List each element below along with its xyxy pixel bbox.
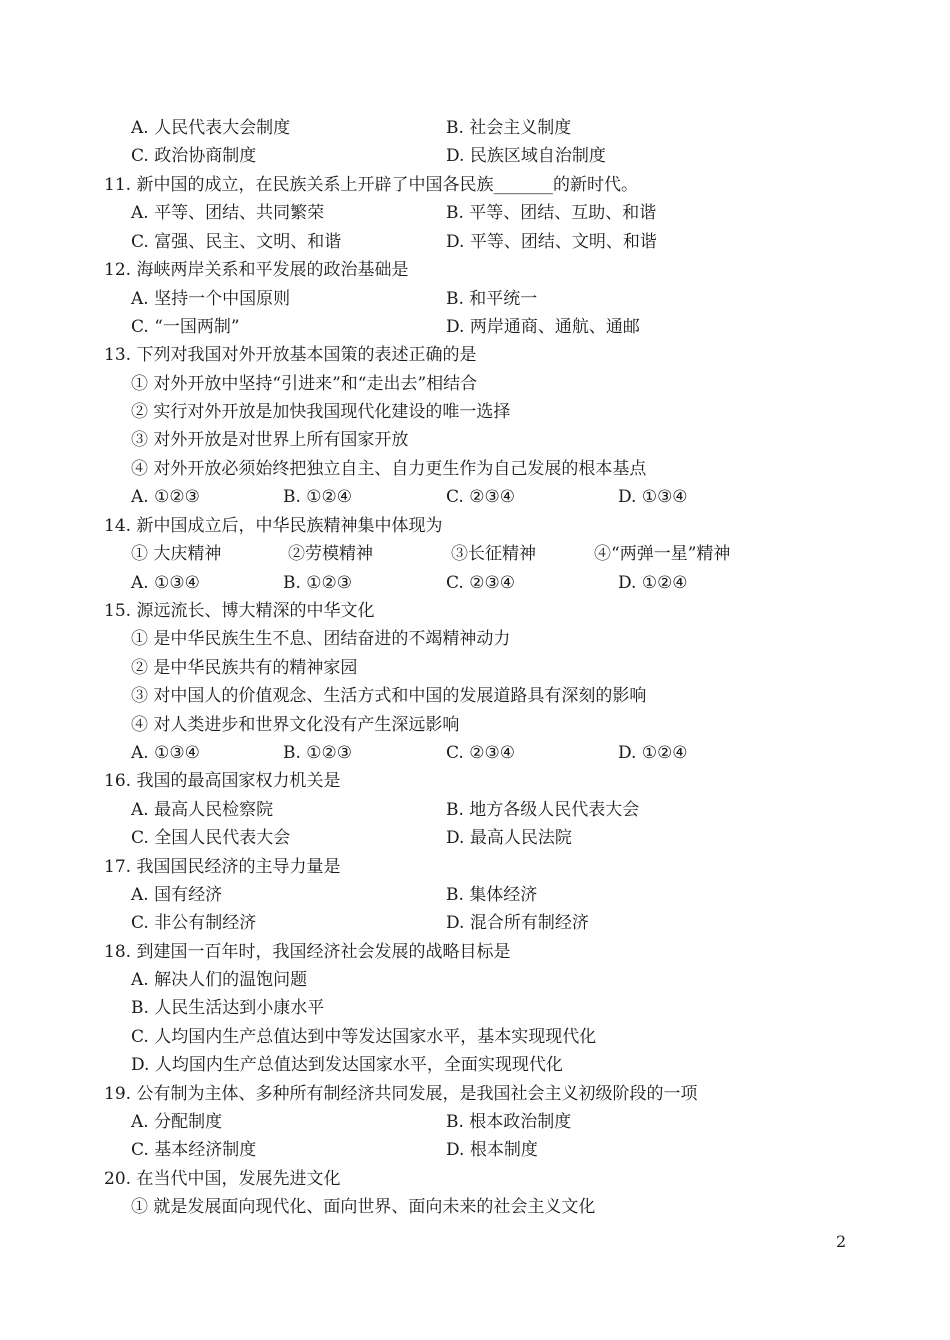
q11-option-a: A. 平等、团结、共同繁荣 — [131, 203, 325, 223]
q19-stem: 19. 公有制为主体、多种所有制经济共同发展，是我国社会主义初级阶段的一项 — [104, 1084, 698, 1104]
q14-option-d: D. ①②④ — [618, 573, 688, 593]
q19-option-c: C. 基本经济制度 — [131, 1140, 257, 1160]
q11-option-d: D. 平等、团结、文明、和谐 — [446, 232, 657, 252]
q18-option-a: A. 解决人们的温饱问题 — [131, 970, 308, 990]
q10-option-c: C. 政治协商制度 — [131, 146, 257, 166]
q15-option-c: C. ②③④ — [446, 743, 515, 763]
q12-option-b: B. 和平统一 — [446, 289, 538, 309]
q10-option-d: D. 民族区域自治制度 — [446, 146, 606, 166]
q18-option-d: D. 人均国内生产总值达到发达国家水平，全面实现现代化 — [131, 1055, 563, 1075]
q18-option-c: C. 人均国内生产总值达到中等发达国家水平，基本实现现代化 — [131, 1027, 597, 1047]
q13-option-a: A. ①②③ — [131, 487, 200, 507]
q20-stem: 20. 在当代中国，发展先进文化 — [104, 1169, 341, 1189]
q18-option-b: B. 人民生活达到小康水平 — [131, 998, 325, 1018]
q16-stem: 16. 我国的最高国家权力机关是 — [104, 771, 341, 791]
q12-option-d: D. 两岸通商、通航、通邮 — [446, 317, 640, 337]
q14-option-b: B. ①②③ — [283, 573, 353, 593]
q15-statement-2: ② 是中华民族共有的精神家园 — [131, 658, 358, 678]
q15-statement-1: ① 是中华民族生生不息、团结奋进的不竭精神动力 — [131, 629, 511, 649]
q13-option-c: C. ②③④ — [446, 487, 515, 507]
q14-stem: 14. 新中国成立后，中华民族精神集中体现为 — [104, 516, 443, 536]
q12-stem: 12. 海峡两岸关系和平发展的政治基础是 — [104, 260, 409, 280]
q13-statement-3: ③ 对外开放是对世界上所有国家开放 — [131, 430, 409, 450]
q15-statement-3: ③ 对中国人的价值观念、生活方式和中国的发展道路具有深刻的影响 — [131, 686, 647, 706]
q15-stem: 15. 源远流长、博大精深的中华文化 — [104, 601, 375, 621]
q14-option-a: A. ①③④ — [131, 573, 200, 593]
q19-option-b: B. 根本政治制度 — [446, 1112, 572, 1132]
q17-option-a: A. 国有经济 — [131, 885, 223, 905]
page-number: 2 — [836, 1232, 847, 1251]
q15-statement-4: ④ 对人类进步和世界文化没有产生深远影响 — [131, 715, 460, 735]
q11-stem: 11. 新中国的成立，在民族关系上开辟了中国各民族_______的新时代。 — [104, 175, 638, 195]
q17-stem: 17. 我国国民经济的主导力量是 — [104, 857, 341, 877]
q16-option-c: C. 全国人民代表大会 — [131, 828, 291, 848]
q19-option-d: D. 根本制度 — [446, 1140, 538, 1160]
q11-option-b: B. 平等、团结、互助、和谐 — [446, 203, 657, 223]
q15-option-d: D. ①②④ — [618, 743, 688, 763]
q12-option-a: A. 坚持一个中国原则 — [131, 289, 291, 309]
q17-option-b: B. 集体经济 — [446, 885, 538, 905]
q14-option-c: C. ②③④ — [446, 573, 515, 593]
q17-option-d: D. 混合所有制经济 — [446, 913, 589, 933]
q19-option-a: A. 分配制度 — [131, 1112, 223, 1132]
q15-option-a: A. ①③④ — [131, 743, 200, 763]
q10-option-b: B. 社会主义制度 — [446, 118, 572, 138]
q10-option-a: A. 人民代表大会制度 — [131, 118, 291, 138]
q16-option-b: B. 地方各级人民代表大会 — [446, 800, 640, 820]
q13-option-b: B. ①②④ — [283, 487, 353, 507]
q15-option-b: B. ①②③ — [283, 743, 353, 763]
q12-option-c: C. “一国两制” — [131, 317, 240, 337]
q11-option-c: C. 富强、民主、文明、和谐 — [131, 232, 342, 252]
q13-option-d: D. ①③④ — [618, 487, 688, 507]
q20-statement-1: ① 就是发展面向现代化、面向世界、面向未来的社会主义文化 — [131, 1197, 596, 1217]
q14-statement-2: ②劳模精神 — [288, 544, 373, 564]
q14-statement-4: ④“两弹一星”精神 — [594, 544, 731, 564]
q13-statement-1: ① 对外开放中坚持“引进来”和“走出去”相结合 — [131, 374, 478, 394]
q13-statement-2: ② 实行对外开放是加快我国现代化建设的唯一选择 — [131, 402, 511, 422]
q17-option-c: C. 非公有制经济 — [131, 913, 257, 933]
q14-statement-1: ① 大庆精神 — [131, 544, 222, 564]
q16-option-d: D. 最高人民法院 — [446, 828, 572, 848]
q16-option-a: A. 最高人民检察院 — [131, 800, 274, 820]
q18-stem: 18. 到建国一百年时，我国经济社会发展的战略目标是 — [104, 942, 511, 962]
q13-stem: 13. 下列对我国对外开放基本国策的表述正确的是 — [104, 345, 477, 365]
q14-statement-3: ③长征精神 — [451, 544, 536, 564]
q13-statement-4: ④ 对外开放必须始终把独立自主、自力更生作为自己发展的根本基点 — [131, 459, 647, 479]
